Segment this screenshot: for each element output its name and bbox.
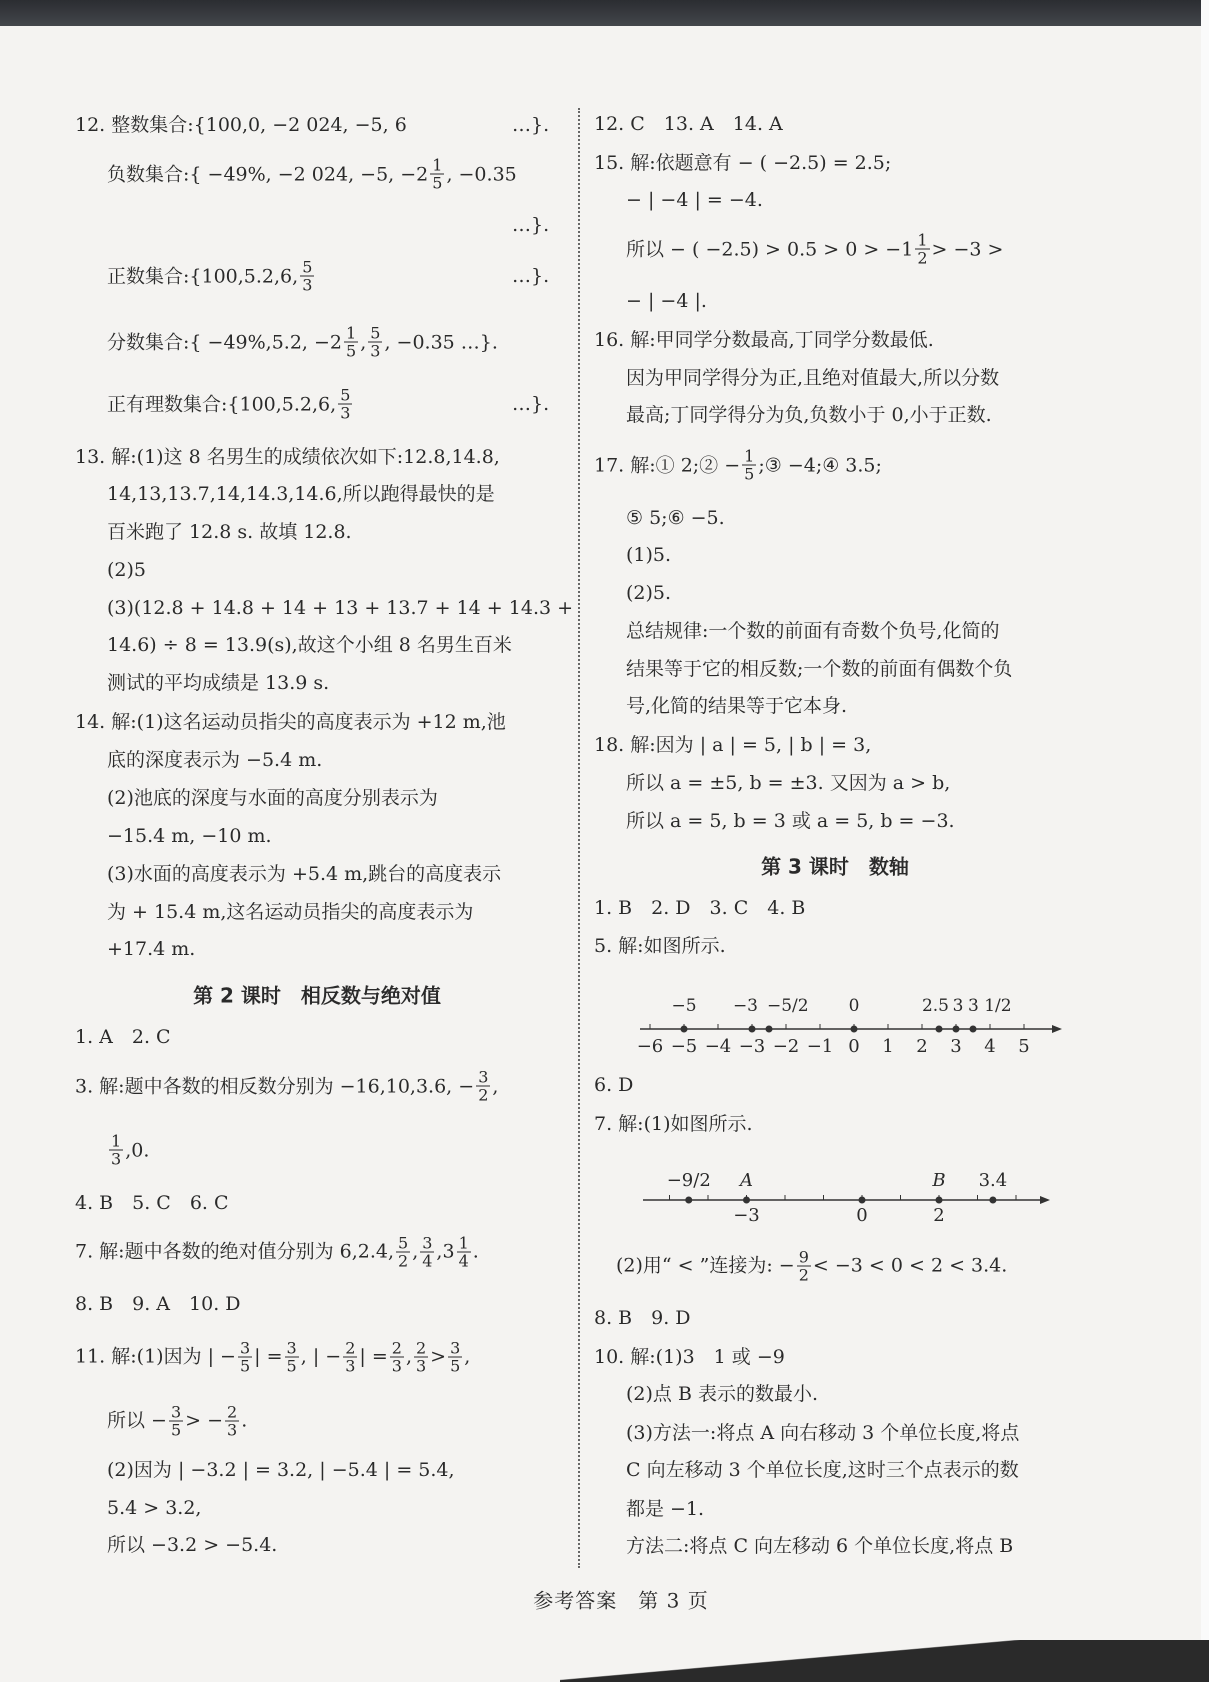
denominator: 3 — [111, 1149, 122, 1169]
answer-text: C 向左移动 3 个单位长度,这时三个点表示的数 — [626, 1459, 1019, 1482]
answer-text: 15. 解:依题意有 − ( −2.5) = 2.5; — [594, 151, 892, 174]
number-line-1-point — [749, 1026, 756, 1033]
number-line-2-point-label: B — [932, 1170, 946, 1191]
number-line-1-tick-label: 0 — [848, 1036, 860, 1057]
set-ellipsis-close: …}. — [512, 265, 550, 288]
answer-text: 所以 − — [107, 1409, 167, 1432]
numerator: 3 — [239, 1338, 251, 1358]
answer-text: (2)点 B 表示的数最小. — [626, 1383, 818, 1406]
numerator: 3 — [422, 1233, 433, 1253]
denominator: 2 — [798, 1265, 809, 1285]
denominator: 2 — [478, 1085, 489, 1105]
answer-text: 分数集合:{ −49%,5.2, −2 — [107, 331, 343, 354]
denominator: 3 — [415, 1356, 427, 1376]
answer-text: 所以 a = ±5, b = ±3. 又因为 a > b, — [626, 772, 951, 795]
number-line-1-point-label: 3 — [952, 996, 964, 1016]
answer-text: ⑤ 5;⑥ −5. — [626, 506, 725, 529]
numerator: 5 — [340, 385, 351, 405]
denominator: 3 — [370, 341, 381, 361]
answer-text: 8. B 9. A 10. D — [75, 1293, 241, 1316]
answer-text: 方法二:将点 C 向左移动 6 个单位长度,将点 B — [626, 1535, 1014, 1558]
number-line-1-point-label: 2.5 — [921, 996, 949, 1016]
denominator: 5 — [346, 341, 357, 361]
denominator: 5 — [170, 1420, 182, 1440]
set-ellipsis-close: …}. — [512, 213, 550, 236]
answer-text: 14. 解:(1)这名运动员指尖的高度表示为 +12 m,池 — [75, 711, 506, 734]
numerator: 1 — [917, 230, 928, 250]
section-heading-lesson-3: 第 3 课时 数轴 — [761, 854, 909, 879]
answer-text: . — [472, 1240, 479, 1263]
answer-text: 测试的平均成绩是 13.9 s. — [107, 671, 330, 694]
answer-text: 总结规律:一个数的前面有奇数个负号,化简的 — [626, 620, 1000, 643]
numerator: 5 — [370, 323, 381, 343]
answer-text: (3)方法一:将点 A 向右移动 3 个单位长度,将点 — [626, 1421, 1020, 1444]
answer-text: 底的深度表示为 −5.4 m. — [107, 748, 323, 771]
numerator: 1 — [432, 155, 443, 175]
number-line-1-point — [766, 1026, 773, 1033]
number-line-1-point-label: −3 — [732, 996, 758, 1016]
number-line-1-point — [681, 1026, 688, 1033]
number-line-1-tick-label: 3 — [950, 1036, 962, 1057]
answer-text: 7. 解:(1)如图所示. — [594, 1112, 753, 1135]
numerator: 1 — [346, 323, 357, 343]
number-line-1-tick-label: −2 — [772, 1036, 800, 1057]
answer-text: 所以 −3.2 > −5.4. — [107, 1534, 278, 1557]
denominator: 3 — [345, 1356, 356, 1376]
answer-text: | = — [359, 1345, 388, 1368]
answer-text: 18. 解:因为 | a | = 5, | b | = 3, — [594, 733, 872, 756]
answer-text: 最高;丁同学得分为负,负数小于 0,小于正数. — [626, 404, 992, 427]
answer-text: 3. 解:题中各数的相反数分别为 −16,10,3.6, − — [75, 1075, 475, 1098]
denominator: 3 — [340, 403, 351, 423]
answer-text: ,3 — [436, 1240, 455, 1263]
numerator: 3 — [478, 1067, 489, 1087]
answer-text: (2)因为 | −3.2 | = 3.2, | −5.4 | = 5.4, — [107, 1459, 455, 1482]
answer-text: (3)水面的高度表示为 +5.4 m,跳台的高度表示 — [107, 863, 502, 886]
answer-text: 10. 解:(1)3 1 或 −9 — [594, 1345, 785, 1368]
number-line-1-point-label: −5 — [671, 996, 697, 1016]
answer-text: 4. B 5. C 6. C — [75, 1191, 229, 1214]
set-ellipsis-close: …}. — [512, 393, 550, 416]
number-line-1-point-label: −5/2 — [767, 996, 809, 1016]
answer-text: 5. 解:如图所示. — [594, 934, 726, 957]
section-heading-lesson-2: 第 2 课时 相反数与绝对值 — [193, 983, 441, 1008]
denominator: 3 — [391, 1356, 402, 1376]
numerator: 3 — [450, 1338, 461, 1358]
numerator: 2 — [345, 1338, 356, 1358]
number-line-2-point — [936, 1197, 943, 1204]
number-line-1-tick-label: 2 — [916, 1036, 928, 1057]
number-line-2-point — [685, 1197, 692, 1204]
numerator: 2 — [415, 1338, 427, 1358]
answer-text: − | −4 |. — [626, 289, 707, 312]
number-line-1-point-label: 0 — [848, 996, 860, 1016]
number-line-1-tick-label: −3 — [738, 1036, 766, 1057]
number-line-1-tick-label: −6 — [636, 1036, 664, 1057]
answer-text: 所以 − ( −2.5) > 0.5 > 0 > −1 — [626, 238, 914, 261]
number-line-1-point — [970, 1026, 977, 1033]
answer-text: 结果等于它的相反数;一个数的前面有偶数个负 — [626, 657, 1013, 680]
number-line-2-point — [989, 1197, 996, 1204]
answer-text: , | − — [300, 1345, 342, 1368]
number-line-1-tick-label: 4 — [984, 1036, 996, 1057]
answer-text: 8. B 9. D — [594, 1307, 691, 1330]
number-line-1-point — [851, 1026, 858, 1033]
page-footer: 参考答案 第 3 页 — [533, 1588, 709, 1613]
numerator: 3 — [170, 1402, 182, 1422]
answer-text: 14,13,13.7,14,14.3,14.6,所以跑得最快的是 — [107, 483, 495, 506]
denominator: 2 — [398, 1251, 409, 1271]
answer-text: > − — [185, 1409, 224, 1432]
answer-text: , — [464, 1345, 471, 1368]
answer-text: 5.4 > 3.2, — [107, 1496, 202, 1519]
answer-text: (1)5. — [626, 544, 672, 567]
answer-text: (2)5. — [626, 581, 672, 604]
answer-text: , — [412, 1240, 419, 1263]
answer-text: (2)池底的深度与水面的高度分别表示为 — [107, 787, 438, 810]
answer-text: , −0.35 …}. — [384, 331, 498, 354]
answer-text: 6. D — [594, 1073, 634, 1096]
numerator: 3 — [286, 1338, 297, 1358]
number-line-2-point-label: 3.4 — [978, 1170, 1008, 1191]
denominator: 5 — [432, 173, 443, 193]
answer-text: | = — [254, 1345, 283, 1368]
answer-text: > — [430, 1345, 447, 1368]
answer-text: 12. C 13. A 14. A — [594, 113, 783, 136]
answer-text: (2)5 — [107, 559, 147, 582]
numerator: 2 — [227, 1402, 238, 1422]
number-line-1-point — [953, 1026, 960, 1033]
denominator: 3 — [227, 1420, 238, 1440]
numerator: 5 — [302, 257, 313, 277]
answer-text: 16. 解:甲同学分数最高,丁同学分数最低. — [594, 329, 934, 352]
arrow-icon — [1040, 1196, 1050, 1204]
answer-text: 1. B 2. D 3. C 4. B — [594, 897, 806, 920]
denominator: 5 — [286, 1356, 297, 1376]
answer-text: −15.4 m, −10 m. — [107, 824, 272, 847]
answer-text: 都是 −1. — [626, 1497, 705, 1520]
answer-text: 百米跑了 12.8 s. 故填 12.8. — [107, 520, 352, 543]
denominator: 5 — [239, 1356, 251, 1376]
answer-text: 12. 整数集合:{100,0, −2 024, −5, 6 — [75, 114, 407, 137]
number-line-1-tick-label: −5 — [670, 1036, 698, 1057]
answer-text: − | −4 | = −4. — [626, 189, 763, 212]
denominator: 3 — [302, 275, 313, 295]
answer-text: 负数集合:{ −49%, −2 024, −5, −2 — [107, 163, 429, 186]
numerator: 2 — [391, 1338, 402, 1358]
answer-text: > −3 > — [931, 238, 1004, 261]
denominator: 5 — [450, 1356, 461, 1376]
number-line-1-point-label: 3 1/2 — [968, 996, 1012, 1016]
answer-text: , — [360, 331, 367, 354]
number-line-2-value-label: −3 — [733, 1205, 760, 1226]
denominator: 4 — [458, 1251, 469, 1271]
answer-text: , — [405, 1345, 412, 1368]
number-line-2-value-label: 0 — [856, 1205, 868, 1226]
number-line-2-point-label: A — [740, 1170, 753, 1191]
answer-text: 正有理数集合:{100,5.2,6, — [107, 393, 337, 416]
number-line-1-tick-label: −4 — [704, 1036, 732, 1057]
answer-text: ,0. — [125, 1139, 150, 1162]
answer-text: , — [492, 1075, 499, 1098]
set-ellipsis-close: …}. — [512, 114, 550, 137]
denominator: 2 — [917, 248, 928, 268]
answer-text: (2)用“ < ”连接为: − — [616, 1254, 795, 1277]
number-line-1-point — [936, 1026, 943, 1033]
answer-text: 14.6) ÷ 8 = 13.9(s),故这个小组 8 名男生百米 — [107, 634, 512, 657]
number-line-1-tick-label: 1 — [882, 1036, 894, 1057]
answer-text: 11. 解:(1)因为 | − — [75, 1345, 236, 1368]
answer-text: 7. 解:题中各数的绝对值分别为 6,2.4, — [75, 1240, 394, 1263]
answer-text: < −3 < 0 < 2 < 3.4. — [812, 1254, 1008, 1277]
denominator: 5 — [744, 464, 755, 484]
number-line-2-point-label: −9/2 — [666, 1170, 711, 1191]
number-line-2-point — [859, 1197, 866, 1204]
answer-text: 所以 a = 5, b = 3 或 a = 5, b = −3. — [626, 809, 955, 832]
answer-text: 正数集合:{100,5.2,6, — [107, 265, 299, 288]
number-line-1-tick-label: −1 — [806, 1036, 834, 1057]
numerator: 1 — [744, 446, 755, 466]
answer-text: 为 + 15.4 m,这名运动员指尖的高度表示为 — [107, 900, 474, 923]
answer-text: +17.4 m. — [107, 938, 196, 961]
arrow-icon — [1052, 1025, 1062, 1033]
answer-text: 17. 解:① 2;② − — [594, 454, 741, 477]
numerator: 1 — [458, 1233, 469, 1253]
numerator: 9 — [798, 1247, 809, 1267]
answer-text: 因为甲同学得分为正,且绝对值最大,所以分数 — [626, 366, 1000, 389]
answer-text: . — [241, 1409, 248, 1432]
number-line-2-point — [743, 1197, 750, 1204]
answer-text: 号,化简的结果等于它本身. — [626, 695, 848, 718]
answer-text: 13. 解:(1)这 8 名男生的成绩依次如下:12.8,14.8, — [75, 445, 500, 468]
denominator: 4 — [422, 1251, 433, 1271]
answer-text: , −0.35 — [446, 163, 517, 186]
answer-text: 1. A 2. C — [75, 1025, 171, 1048]
answer-text: ;③ −4;④ 3.5; — [758, 454, 882, 477]
numerator: 5 — [398, 1233, 409, 1253]
answer-text: (3)(12.8 + 14.8 + 14 + 13 + 13.7 + 14 + 14.3 + — [107, 596, 574, 619]
number-line-2-value-label: 2 — [933, 1205, 945, 1226]
number-line-1-tick-label: 5 — [1018, 1036, 1030, 1057]
numerator: 1 — [111, 1131, 122, 1151]
